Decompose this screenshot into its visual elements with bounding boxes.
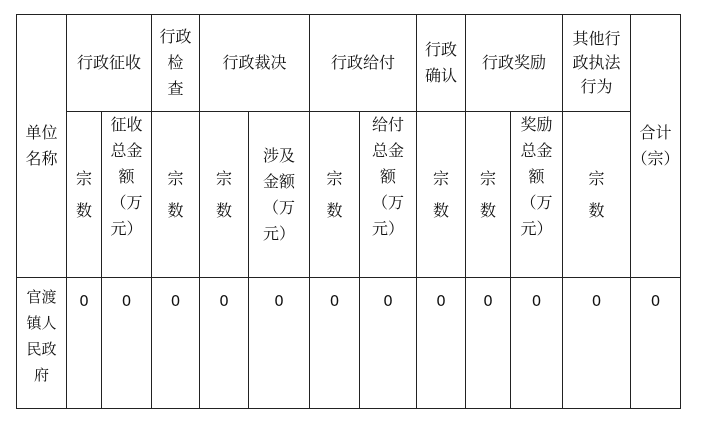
sub-reward-amount: 奖励 总金 额 （万 元） (511, 112, 563, 278)
header-administrative-reward: 行政奖励 (466, 15, 563, 112)
enforcement-statistics-table (16, 14, 681, 409)
value-cell: 0 (67, 278, 102, 409)
header-administrative-inspection: 行政检 查 (152, 15, 200, 112)
value-cell: 0 (310, 278, 360, 409)
value-cell: 0 (563, 278, 631, 409)
value-cell: 0 (152, 278, 200, 409)
unit-name-cell: 官渡 镇人 民政 府 (17, 278, 67, 409)
value-cell: 0 (200, 278, 249, 409)
header-total: 合计 （宗） (631, 15, 681, 278)
header-unit-name: 单位 名称 (17, 15, 67, 278)
sub-other-count: 宗 数 (563, 112, 631, 278)
value-cell: 0 (631, 278, 681, 409)
header-administrative-ruling: 行政裁决 (200, 15, 310, 112)
header-administrative-confirmation: 行政 确认 (417, 15, 466, 112)
sub-payment-amount: 给付 总金 额 （万 元） (360, 112, 417, 278)
value-cell: 0 (511, 278, 563, 409)
value-cell: 0 (417, 278, 466, 409)
value-cell: 0 (466, 278, 511, 409)
sub-confirmation-count: 宗 数 (417, 112, 466, 278)
sub-inspection-count: 宗 数 (152, 112, 200, 278)
sub-payment-count: 宗 数 (310, 112, 360, 278)
sub-levy-count: 宗 数 (67, 112, 102, 278)
value-cell: 0 (360, 278, 417, 409)
value-cell: 0 (249, 278, 310, 409)
value-cell: 0 (102, 278, 152, 409)
header-administrative-payment: 行政给付 (310, 15, 417, 112)
sub-reward-count: 宗 数 (466, 112, 511, 278)
sub-levy-amount: 征收 总金 额 （万 元） (102, 112, 152, 278)
header-other-enforcement: 其他行 政执法 行为 (563, 15, 631, 112)
sub-ruling-amount: 涉及 金额 （万 元） (249, 112, 310, 278)
sub-ruling-count: 宗 数 (200, 112, 249, 278)
header-administrative-levy: 行政征收 (67, 15, 152, 112)
